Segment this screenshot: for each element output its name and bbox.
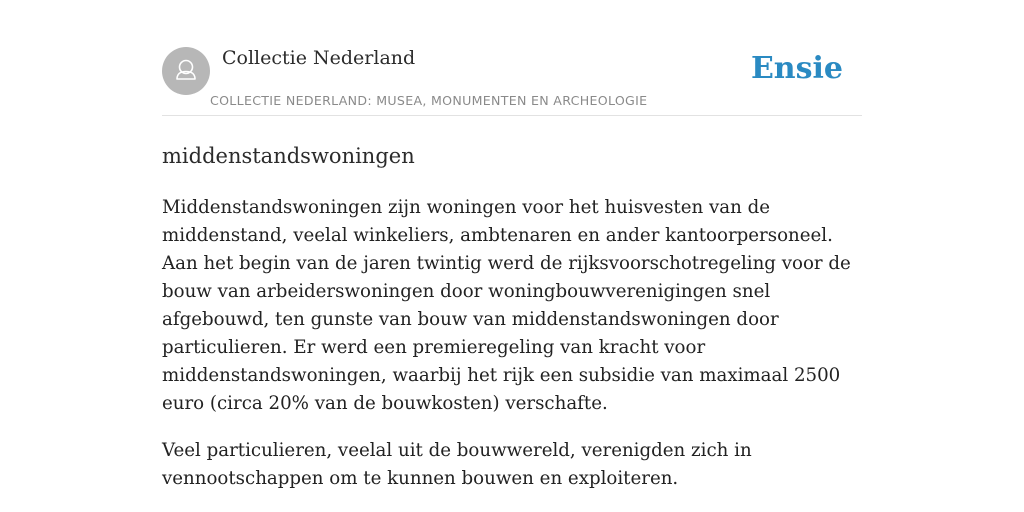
article-paragraph-2: Veel particulieren, veelal uit de bouwwereld, verenigden zich in vennootschappen om te kunnen bouwen en exploiteren. — [162, 440, 752, 489]
collection-name[interactable]: COLLECTIE NEDERLAND: MUSEA, MONUMENTEN EN ARCHEOLOGIE — [210, 93, 648, 108]
article-card — [162, 46, 862, 493]
avatar[interactable] — [162, 47, 210, 95]
user-icon — [162, 47, 210, 95]
article-header — [162, 46, 862, 116]
article-paragraph-1: Middenstandswoningen zijn woningen voor het huisvesten van de middenstand, veelal winkeliers, ambtenaren en ander kantoorpersoneel. Aan het begin van de jaren twintig werd de rijksvoorschotregeling voor de bouw van arbeiderswoningen door woningbouwverenigingen snel afgebouwd, ten gunste van bouw van middenstandswoningen door particulieren. Er werd een premieregeling van kracht voor middenstandswoningen, waarbij het rijk een subsidie van maximaal 2500 euro (circa 20% van de bouwkosten) verschafte. — [162, 197, 851, 414]
author-name[interactable]: Collectie Nederland — [222, 47, 416, 69]
article-title: middenstandswoningen — [162, 144, 415, 168]
brand-logo[interactable]: Ensie — [750, 51, 843, 86]
